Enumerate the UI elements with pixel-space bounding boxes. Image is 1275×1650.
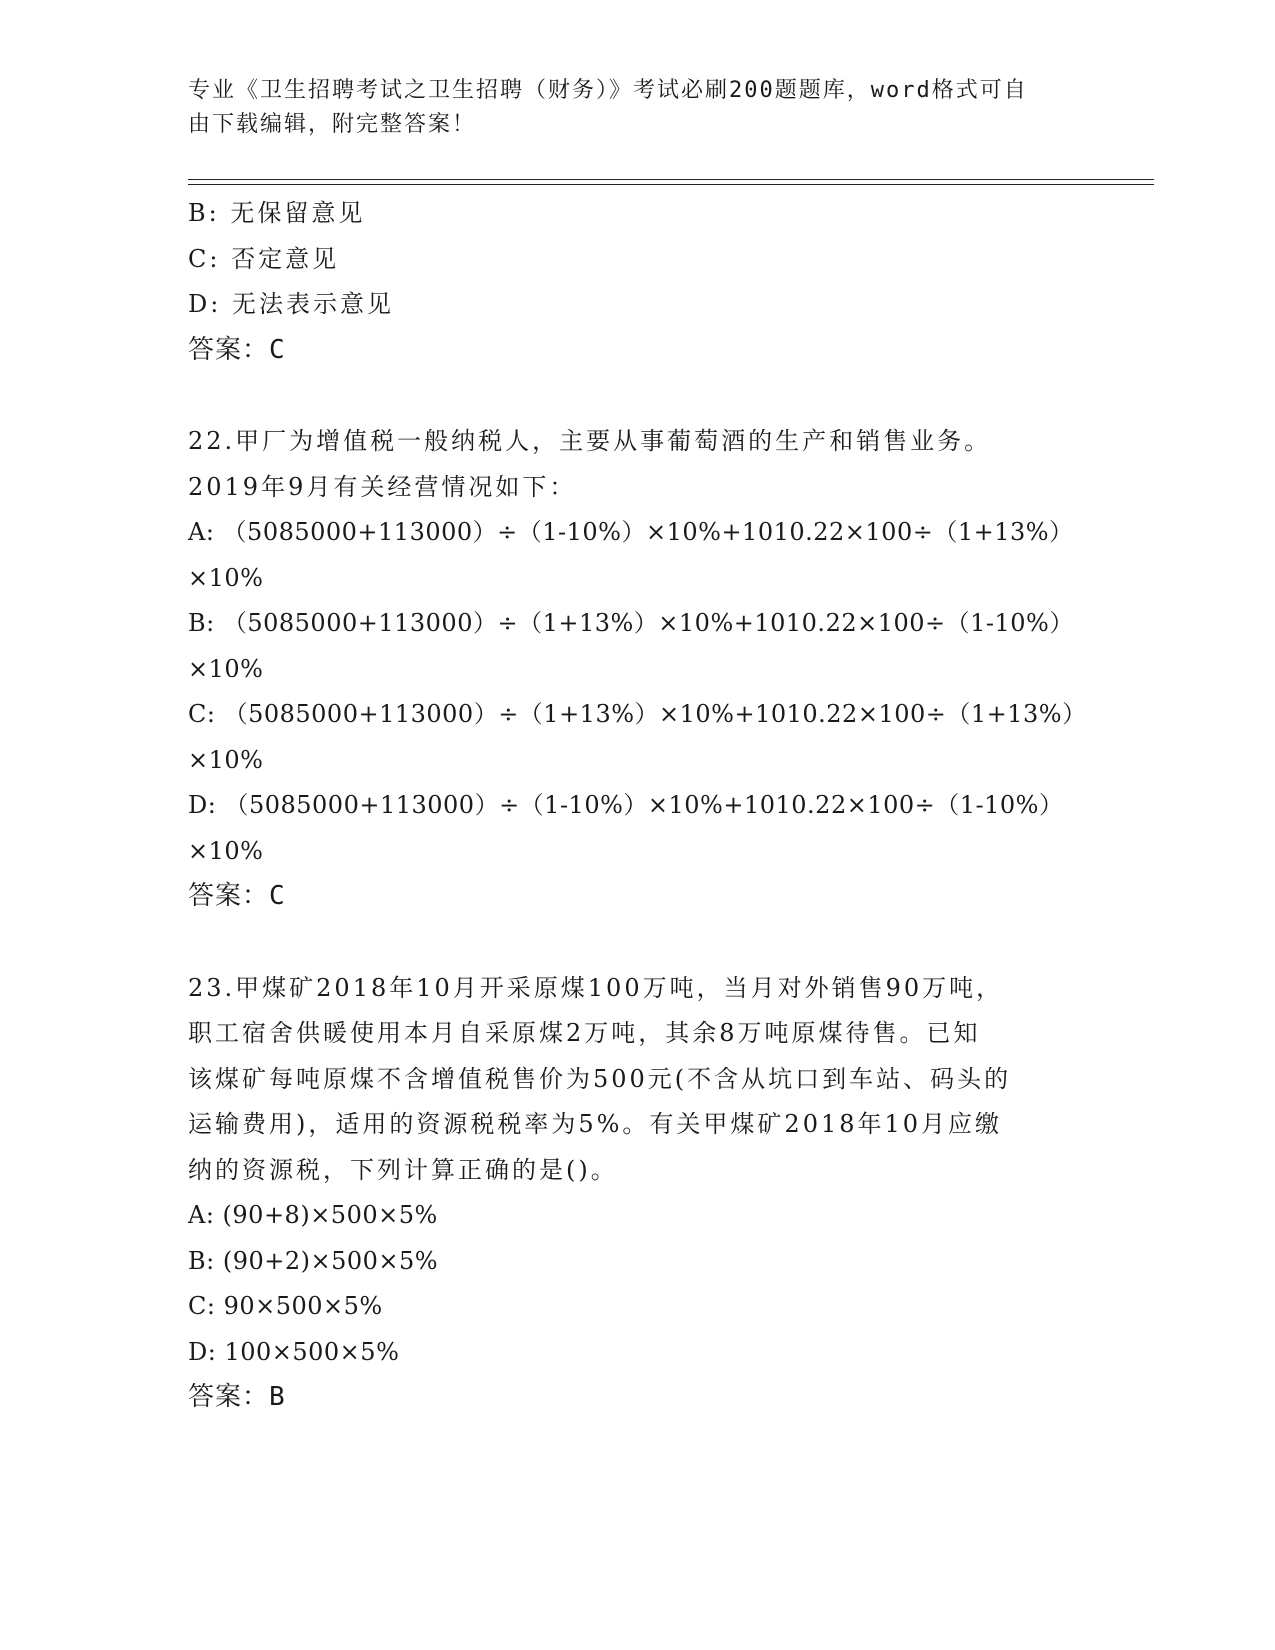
option-d: D: （5085000+113000）÷（1-10%）×10%+1010.22×100÷（1-10%） <box>188 791 1064 819</box>
spacer <box>188 373 1088 419</box>
option-c: C: 否定意见 <box>188 244 340 273</box>
header-line-1: 专业《卫生招聘考试之卫生招聘（财务）》考试必刷200题题库，word格式可自 <box>188 78 1028 103</box>
option-d: D: 无法表示意见 <box>188 290 394 318</box>
answer: 答案：C <box>188 334 286 365</box>
option-c: C: （5085000+113000）÷（1+13%）×10%+1010.22×100÷（1+13%） <box>188 700 1087 728</box>
header-divider-top <box>188 179 1154 180</box>
option-a: A: （5085000+113000）÷（1-10%）×10%+1010.22×100÷（1+13%） <box>188 518 1074 546</box>
option-b: B: (90+2)×500×5% <box>188 1246 439 1275</box>
option-b: B: 无保留意见 <box>188 199 366 227</box>
option-b: B: （5085000+113000）÷（1+13%）×10%+1010.22×100÷（1-10%） <box>188 609 1074 637</box>
answer: 答案：C <box>188 881 286 911</box>
header-divider-bottom <box>188 184 1154 185</box>
option-c: C: 90×500×5% <box>188 1292 383 1320</box>
question-stem: 职工宿舍供暖使用本月自采原煤2万吨，其余8万吨原煤待售。已知 <box>188 1019 981 1047</box>
option-b-continued: ×10% <box>188 654 264 683</box>
document-header <box>188 74 1068 142</box>
header-line-2: 由下载编辑，附完整答案！ <box>188 112 477 137</box>
option-c-continued: ×10% <box>188 745 264 774</box>
answer: 答案：B <box>188 1382 286 1412</box>
question-list <box>188 191 1088 1421</box>
question-22 <box>188 419 1088 920</box>
question-21-tail <box>188 191 1088 373</box>
question-stem: 纳的资源税，下列计算正确的是()。 <box>188 1155 618 1184</box>
option-d: D: 100×500×5% <box>188 1337 400 1366</box>
question-stem: 23.甲煤矿2018年10月开采原煤100万吨，当月对外销售90万吨， <box>188 973 1004 1002</box>
question-stem: 22.甲厂为增值税一般纳税人，主要从事葡萄酒的生产和销售业务。 <box>188 427 992 455</box>
question-23 <box>188 966 1088 1421</box>
question-stem: 运输费用)，适用的资源税税率为5%。有关甲煤矿2018年10月应缴 <box>188 1110 1003 1138</box>
question-stem: 该煤矿每吨原煤不含增值税售价为500元(不含从坑口到车站、码头的 <box>188 1064 1012 1093</box>
option-a-continued: ×10% <box>188 563 264 592</box>
spacer <box>188 920 1088 966</box>
option-a: A: (90+8)×500×5% <box>188 1201 438 1229</box>
option-d-continued: ×10% <box>188 836 264 865</box>
question-stem: 2019年9月有关经营情况如下： <box>188 472 577 501</box>
